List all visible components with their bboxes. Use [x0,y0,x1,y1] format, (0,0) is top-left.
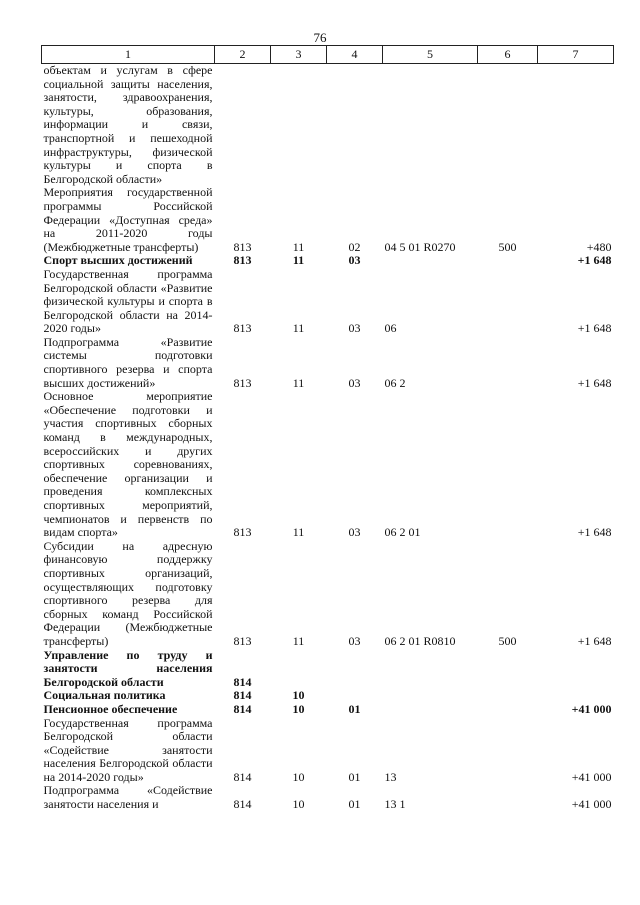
cell-expense-type [478,336,538,390]
col-header-1: 1 [42,46,215,64]
col-header-5: 5 [383,46,478,64]
cell-expense-type [478,703,538,717]
cell-ministry-code: 814 [233,797,252,812]
table-row [42,540,614,649]
cell-section: 11 [292,239,305,254]
cell-section [271,64,327,187]
table-row [42,64,614,187]
col-header-7: 7 [538,46,614,64]
col-header-3: 3 [271,46,327,64]
cell-description: Пенсионное обеспечение [43,701,178,716]
cell-description: Управление по труду и занятости населения Белгородской области [43,647,213,689]
cell-amount: +41 000 [571,769,612,784]
cell-amount: +41 000 [571,797,612,812]
table-row [42,390,614,540]
cell-section: 11 [292,375,305,390]
cell-amount: +480 [586,239,612,254]
cell-section: 10 [292,701,305,716]
cell-description: Мероприятия государственной программы Российской Федерации «Доступная среда» на 2011-2020 годы (Межбюджетные трансферты) [43,185,213,254]
cell-amount: +1 648 [577,321,612,336]
cell-expense-type [478,649,538,690]
cell-expense-type [478,689,538,703]
table-row [42,703,614,717]
cell-subsection [327,64,383,187]
cell-ministry-code: 813 [233,633,252,648]
cell-ministry-code: 814 [233,701,252,716]
cell-amount [538,64,614,187]
header-row [42,46,614,64]
budget-table [41,45,614,812]
cell-section: 11 [292,633,305,648]
cell-expense-type [478,254,538,268]
cell-target-article [383,703,478,717]
cell-description: Подпрограмма «Развитие системы подготовки спортивного резерва и спорта высших достижений» [43,334,213,390]
cell-ministry-code: 814 [233,769,252,784]
cell-subsection [327,689,383,703]
cell-description: Основное мероприятие «Обеспечение подготовки и участия спортивных сборных команд в международных, всероссийских и других спортивных соревнованиях, обеспечение организации и проведения комплексных спортивных мероприятий, чемпионатов и первенств по видам спорта» [43,389,213,540]
cell-target-article: 13 1 [384,797,406,812]
cell-subsection: 01 [348,701,361,716]
cell-expense-type: 500 [498,633,517,648]
table-row [42,717,614,785]
cell-target-article [383,254,478,268]
cell-subsection: 02 [348,239,361,254]
cell-section [271,649,327,690]
cell-expense-type [478,390,538,540]
cell-ministry-code: 813 [233,375,252,390]
cell-target-article: 13 [384,769,397,784]
cell-subsection: 03 [348,253,361,268]
table-row [42,649,614,690]
cell-expense-type [478,268,538,336]
cell-amount: +1 648 [577,633,612,648]
cell-ministry-code: 813 [233,525,252,540]
cell-section: 10 [292,769,305,784]
col-header-2: 2 [215,46,271,64]
cell-ministry-code: 813 [233,253,252,268]
cell-section: 10 [292,688,305,703]
cell-subsection: 01 [348,769,361,784]
cell-amount: +1 648 [577,375,612,390]
cell-section: 11 [292,525,305,540]
cell-amount [538,649,614,690]
page-number: 76 [313,30,327,45]
cell-ministry-code: 813 [233,239,252,254]
cell-target-article: 06 [384,321,397,336]
cell-description: Государственная программа Белгородской области «Содействие занятости населения Белгородской области на 2014-2020 годы» [43,715,213,784]
cell-description: объектам и услугам в сфере социальной защиты населения, занятости, здравоохранения, культуры, образования, информации и связи, транспортной и пешеходной инфраструктуры, физической культуры и спорта в Белгородской области» [43,63,213,186]
cell-amount: +41 000 [571,701,612,716]
cell-ministry-code: 814 [233,674,252,689]
col-header-4: 4 [327,46,383,64]
table-row [42,186,614,254]
cell-amount [538,689,614,703]
cell-target-article [383,649,478,690]
cell-target-article: 04 5 01 R0270 [384,239,456,254]
cell-section: 10 [292,797,305,812]
cell-subsection: 01 [348,797,361,812]
cell-expense-type [478,784,538,811]
cell-description: Подпрограмма «Содействие занятости населения и [43,783,213,812]
cell-target-article: 06 2 [384,375,406,390]
cell-description: Социальная политика [43,688,166,703]
table-row [42,268,614,336]
cell-expense-type: 500 [498,239,517,254]
cell-amount: +1 648 [577,253,612,268]
cell-subsection [327,649,383,690]
cell-section: 11 [292,253,305,268]
cell-description: Субсидии на адресную финансовую поддержку спортивных организаций, осуществляющих подготовку спортивного резерва для сборных команд Российской Федерации (Межбюджетные трансферты) [43,538,213,648]
cell-target-article [383,64,478,187]
cell-target-article: 06 2 01 R0810 [384,633,456,648]
cell-ministry-code: 813 [233,321,252,336]
cell-subsection: 03 [348,633,361,648]
cell-expense-type [478,64,538,187]
cell-amount: +1 648 [577,525,612,540]
table-row [42,784,614,811]
cell-subsection: 03 [348,375,361,390]
cell-description: Государственная программа Белгородской области «Развитие физической культуры и спорта в Белгородской области на 2014-2020 годы» [43,266,213,336]
cell-subsection: 03 [348,321,361,336]
cell-target-article [383,689,478,703]
col-header-6: 6 [478,46,538,64]
cell-ministry-code [215,64,271,187]
table-row [42,254,614,268]
cell-ministry-code: 814 [233,688,252,703]
cell-subsection: 03 [348,525,361,540]
table-row [42,336,614,390]
cell-expense-type [478,717,538,785]
cell-target-article: 06 2 01 [384,525,421,540]
cell-description: Спорт высших достижений [43,253,193,268]
cell-section: 11 [292,321,305,336]
table-row [42,689,614,703]
